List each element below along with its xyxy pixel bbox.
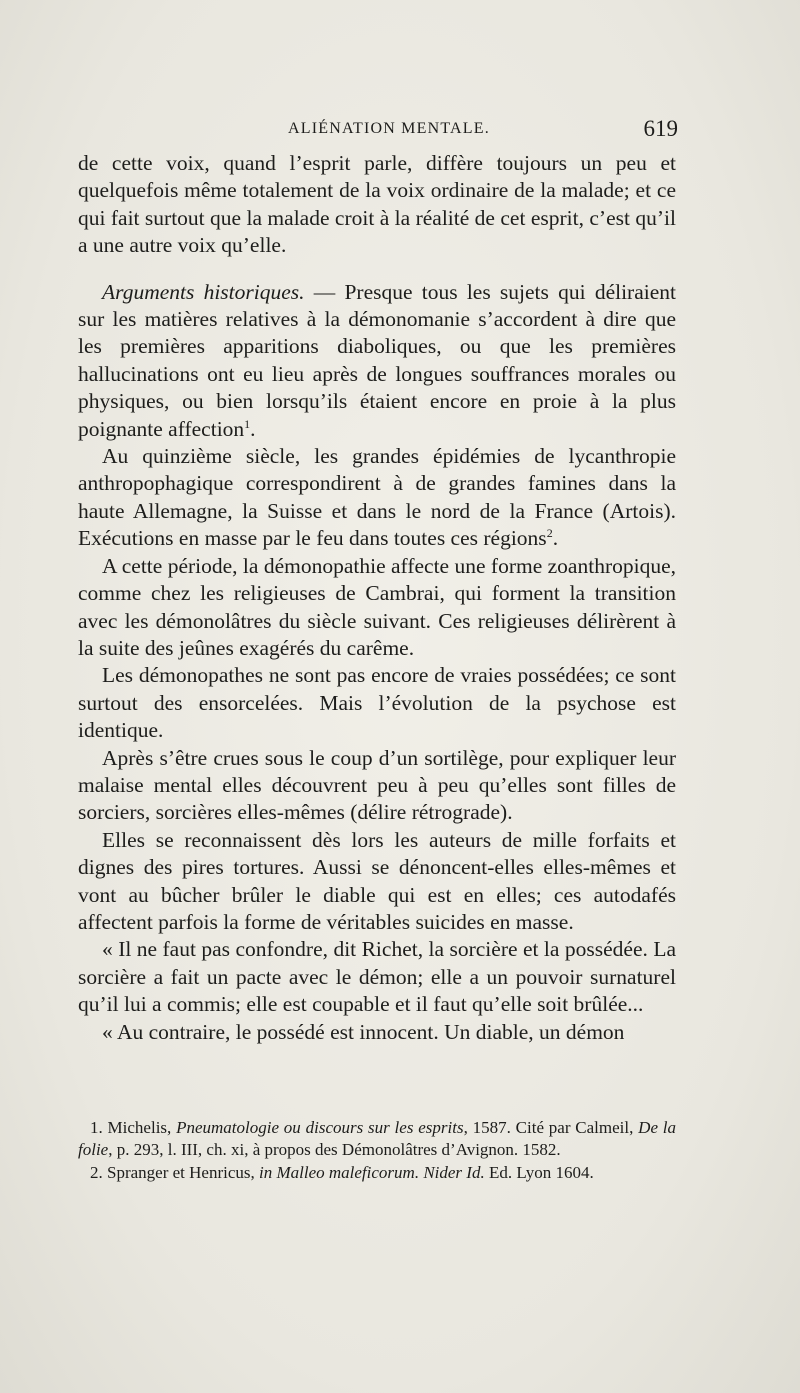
footnote-text: , p. 293, l. III, ch. xi, à propos des Démonolâtres d’Avignon. 1582.: [108, 1140, 561, 1160]
paragraph: A cette période, la démonopathie affecte une forme zoanthropique, comme chez les religieuses de Cambrai, qui forment la transition avec les démonolâtres du siècle suivant. Ces religieuses délirèrent à la suite des jeûnes exagérés du carême.: [78, 553, 676, 660]
running-title: ALIÉNATION MENTALE.: [288, 120, 490, 137]
footnote-text: 2. Spranger et Henricus,: [90, 1162, 260, 1182]
footnote-2: [78, 1162, 676, 1184]
paragraph: de cette voix, quand l’esprit parle, diffère toujours un peu et quelquefois même totalement de la voix ordinaire de la malade; et ce qui fait surtout que la malade croit à la réalité de cet esprit, c’est qu’il a une autre voix qu’elle.: [78, 151, 676, 258]
paragraph-text: Au quinzième siècle, les grandes épidémies de lycanthropie anthropophagique correspondirent à de grandes famines dans la haute Allemagne, la Suisse et dans le nord de la France (Artois). Exécutions en masse par le feu dans toutes ces régions: [78, 444, 676, 551]
paragraph: Elles se reconnaissent dès lors les auteurs de mille forfaits et dignes des pires tortures. Aussi se dénoncent-elles elles-mêmes et vont au bûcher brûler le diable qui est en elles; ces autodafés affectent parfois la forme de véritables suicides en masse.: [78, 827, 676, 934]
footnote-ref-2: 2: [546, 526, 553, 541]
footnote-title: De la folie: [78, 1118, 677, 1160]
page-number: 619: [643, 116, 678, 141]
section-heading: Arguments historiques.: [102, 279, 305, 304]
paragraph: Les démonopathes ne sont pas encore de vraies possédées; ce sont surtout des ensorcelées. Mais l’évolution de la psychose est identique.: [78, 663, 676, 743]
paragraph-end: .: [250, 416, 256, 441]
footnotes: [78, 1117, 676, 1184]
footnote-1: [78, 1117, 676, 1162]
footnote-text: 1. Michelis,: [90, 1118, 177, 1137]
footnote-ref-1: 1: [244, 416, 251, 431]
paragraph-text: — Presque tous les sujets qui déliraient sur les matières relatives à la démonomanie s’accordent à dire que les premières apparitions diaboliques, ou que les premières hallucinations ont eu lieu après de longues souffrances morales ou physiques, ou bien lorsqu’ils étaient encore en proie à la plus poignante affection: [78, 279, 676, 441]
footnote-title: Pneumatologie ou discours sur les esprits: [176, 1118, 464, 1137]
paragraph-quote: « Il ne faut pas confondre, dit Richet, la sorcière et la possédée. La sorcière a fait un pacte avec le démon; elle a un pouvoir surnaturel qu’il lui a commis; elle est coupable et il faut qu’elle soit brûlée...: [78, 937, 676, 1017]
paragraph: [78, 443, 676, 553]
footnote-text: Ed. Lyon 1604.: [484, 1162, 594, 1182]
paragraph: Après s’être crues sous le coup d’un sortilège, pour expliquer leur malaise mental elles découvrent peu à peu qu’elles sont filles de sorciers, sorcières elles-mêmes (délire rétrograde).: [78, 745, 676, 825]
footnote-title: in Malleo maleficorum. Nider Id.: [259, 1162, 485, 1182]
main-text: [78, 150, 676, 1046]
paragraph-historical-arguments: [78, 279, 676, 443]
paragraph-quote: « Au contraire, le possédé est innocent. Un diable, un démon: [102, 1019, 625, 1044]
page-header: [78, 118, 678, 148]
paragraph-end: .: [552, 526, 559, 551]
footnote-text: , 1587. Cité par Calmeil,: [463, 1118, 639, 1137]
